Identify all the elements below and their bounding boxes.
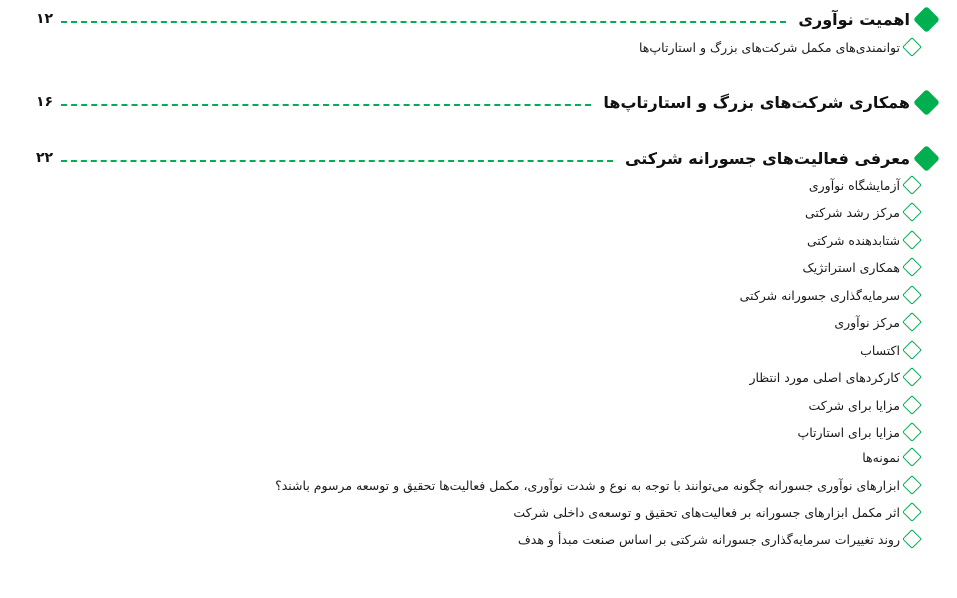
outline-diamond-icon [903, 341, 921, 359]
outline-diamond-icon [903, 286, 921, 304]
toc-item[interactable] [805, 201, 921, 223]
outline-diamond-icon [903, 176, 921, 194]
toc-item[interactable] [809, 174, 921, 196]
toc-item-label: همکاری استراتژیک [802, 259, 900, 275]
toc-item-label: روند تغییرات سرمایه‌گذاری جسورانه شرکتی بر اساس صنعت مبدأ و هدف [517, 531, 900, 547]
outline-diamond-icon [903, 313, 921, 331]
toc-heading-corporate-venturing[interactable] [36, 145, 936, 171]
page-number: ۲۲ [36, 150, 54, 166]
toc-item[interactable] [275, 474, 921, 496]
toc-item[interactable] [749, 366, 921, 388]
toc-item[interactable] [797, 421, 921, 443]
page-number: ۱۲ [36, 11, 54, 27]
toc-item-label: نمونه‌ها [862, 449, 900, 465]
toc-item-label: توانمندی‌های مکمل شرکت‌های بزرگ و استارتاپ‌ها [638, 39, 900, 55]
toc-item-label: اثر مکمل ابزارهای جسورانه بر فعالیت‌های تحقیق و توسعه‌ی داخلی شرکت [513, 504, 900, 520]
outline-diamond-icon [903, 368, 921, 386]
toc-item[interactable] [860, 339, 921, 361]
toc-item[interactable] [740, 284, 921, 306]
toc-item-label: کارکردهای اصلی مورد انتظار [749, 369, 900, 385]
outline-diamond-icon [903, 503, 921, 521]
toc-item[interactable] [834, 311, 921, 333]
filled-diamond-icon [916, 148, 936, 168]
toc-item-label: اکتساب [860, 342, 900, 358]
toc-item-label: مرکز رشد شرکتی [805, 204, 900, 220]
outline-diamond-icon [903, 448, 921, 466]
toc-item[interactable] [807, 229, 921, 251]
page-number: ۱۶ [36, 94, 54, 110]
outline-diamond-icon [903, 423, 921, 441]
outline-diamond-icon [903, 396, 921, 414]
heading-title: اهمیت نوآوری [798, 9, 910, 29]
toc-item-label: سرمایه‌گذاری جسورانه شرکتی [739, 287, 900, 303]
toc-heading-innovation-importance[interactable] [36, 6, 936, 32]
toc-item-label: آزمایشگاه نوآوری [808, 177, 900, 193]
toc-item-label: مرکز نوآوری [834, 314, 900, 330]
toc-item-label: مزایا برای شرکت [808, 397, 900, 413]
toc-item[interactable] [803, 256, 921, 278]
toc-item[interactable] [513, 501, 921, 523]
heading-title: همکاری شرکت‌های بزرگ و استارتاپ‌ها [603, 92, 910, 112]
outline-diamond-icon [903, 476, 921, 494]
toc-item-label: شتابدهنده شرکتی [806, 232, 900, 248]
toc-item[interactable] [639, 36, 921, 58]
toc-item[interactable] [518, 528, 921, 550]
toc-heading-collaboration[interactable] [36, 89, 936, 115]
outline-diamond-icon [903, 203, 921, 221]
heading-title: معرفی فعالیت‌های جسورانه شرکتی [625, 148, 910, 168]
toc-item[interactable] [808, 394, 921, 416]
toc-item-label: مزایا برای استارتاپ [797, 424, 900, 440]
filled-diamond-icon [916, 92, 936, 112]
outline-diamond-icon [903, 258, 921, 276]
outline-diamond-icon [903, 38, 921, 56]
dotted-leader [61, 21, 786, 23]
dotted-leader [61, 160, 613, 162]
toc-item[interactable] [862, 446, 921, 468]
filled-diamond-icon [916, 9, 936, 29]
outline-diamond-icon [903, 530, 921, 548]
toc-item-label: ابزارهای نوآوری جسورانه چگونه می‌توانند با توجه به نوع و شدت نوآوری، مکمل فعالیت‌ها تحقیق و توسعه مرسوم باشند؟ [275, 477, 900, 493]
outline-diamond-icon [903, 231, 921, 249]
dotted-leader [61, 104, 591, 106]
